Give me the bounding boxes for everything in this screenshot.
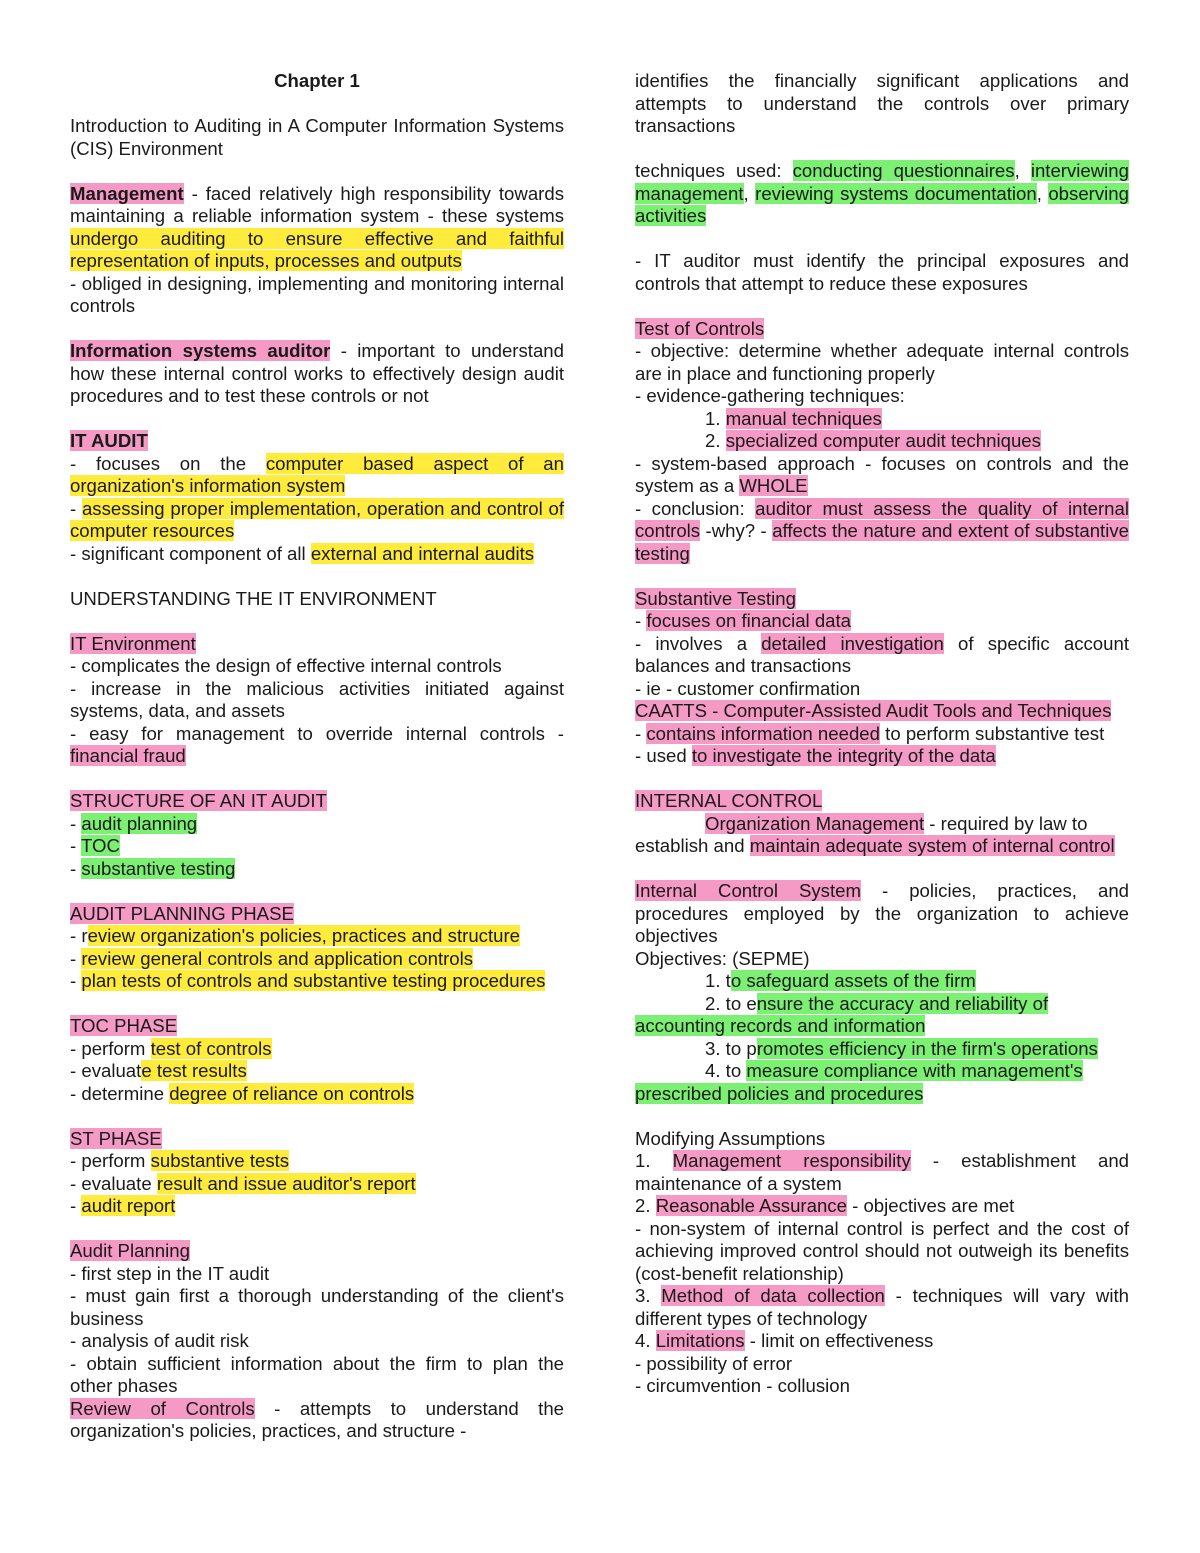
highlighted-text: measure compliance with management's (746, 1060, 1083, 1081)
text-line (635, 1353, 1129, 1376)
highlighted-text: Reasonable Assurance (655, 1195, 847, 1216)
text-run: - must gain first a thorough understanding of the client's business (70, 1285, 564, 1329)
highlighted-text: Substantive Testing (635, 587, 796, 609)
paragraph-spacer (635, 138, 1129, 161)
text-run: - non-system of internal control is perfect and the cost of achieving improved control should not outweigh its benefits (cost-benefit relationship) (635, 1217, 1129, 1284)
text-line (635, 813, 1129, 836)
highlighted-text: computer based aspect of an organization's information system (70, 452, 564, 496)
highlighted-text: plan tests of controls and substantive testing procedures (81, 970, 546, 991)
highlighted-text: TOC (81, 835, 120, 856)
text-run: - significant component of all (70, 542, 311, 564)
highlighted-text: result and issue auditor's report (156, 1172, 416, 1194)
text-run: - objective: determine whether adequate internal controls are in place and functioning properly (635, 340, 1129, 384)
text-run: UNDERSTANDING THE IT ENVIRONMENT (70, 587, 437, 609)
paragraph-spacer (70, 160, 564, 183)
paragraph-spacer (70, 318, 564, 341)
highlighted-text: assessing proper implementation, operation and control of computer resources (70, 497, 565, 541)
text-line (635, 1195, 1129, 1218)
text-line (70, 1015, 564, 1038)
text-line (635, 700, 1129, 723)
highlighted-text: Organization Management (705, 812, 925, 834)
highlighted-text: reviewing systems documentation (755, 182, 1037, 204)
text-line (635, 1285, 1129, 1330)
text-run: 2. to e (705, 992, 757, 1014)
text-line (70, 903, 564, 926)
text-run: 2. (705, 430, 726, 451)
text-line (70, 1285, 564, 1330)
paragraph-spacer (635, 228, 1129, 251)
text-line (70, 633, 564, 656)
text-line (70, 970, 564, 993)
highlighted-text: detailed investigation (761, 632, 944, 654)
paragraph-spacer (70, 610, 564, 633)
text-run: - r (70, 925, 88, 946)
text-line (70, 925, 564, 948)
text-run: - involves a (635, 632, 762, 654)
highlighted-text: e test results (141, 1060, 247, 1081)
text-run: identifies the financially significant applications and attempts to understand the controls over primary transactions (635, 70, 1129, 136)
text-line (635, 453, 1129, 498)
highlighted-text: manual techniques (725, 407, 882, 429)
highlighted-text: INTERNAL CONTROL (635, 790, 823, 811)
text-run: 1. (635, 1150, 673, 1171)
highlighted-text: Audit Planning (70, 1240, 190, 1261)
text-line (635, 1083, 1129, 1106)
highlighted-text: review general controls and application controls (81, 947, 474, 969)
highlighted-text: Management (70, 182, 184, 204)
text-line (70, 498, 564, 543)
text-run: - possibility of error (635, 1352, 793, 1374)
text-line (70, 1263, 564, 1286)
text-run: - first step in the IT audit (70, 1262, 270, 1284)
text-line (70, 723, 564, 768)
text-run: - (635, 722, 647, 744)
highlighted-text: CAATTS - Computer-Assisted Audit Tools and Techniques (635, 700, 1112, 721)
text-line (635, 610, 1129, 633)
highlighted-text: specialized computer audit techniques (725, 430, 1041, 451)
text-line (70, 588, 564, 611)
text-run: - evidence-gathering techniques: (635, 385, 905, 406)
text-line (70, 1398, 564, 1443)
highlighted-text: maintain adequate system of internal control (749, 835, 1115, 856)
text-line (635, 1150, 1129, 1195)
paragraph-spacer (70, 768, 564, 791)
text-line (635, 160, 1129, 228)
text-run: - increase in the malicious activities initiated against systems, data, and assets (70, 677, 564, 721)
text-line (70, 543, 564, 566)
highlighted-text: conducting questionnaires (792, 160, 1015, 181)
text-run: - important to understand how these internal control works to effectively design audit procedures and to test these controls or not (70, 340, 564, 406)
paragraph-spacer (70, 880, 564, 903)
paragraph-spacer (70, 93, 564, 116)
right-column (635, 70, 1129, 1398)
highlighted-text: audit planning (81, 812, 198, 834)
text-line (70, 183, 564, 273)
text-line (70, 115, 564, 160)
paragraph-spacer (70, 993, 564, 1016)
highlighted-text: Test of Controls (635, 317, 765, 339)
text-line (70, 1195, 564, 1218)
text-run: Chapter 1 (274, 70, 360, 91)
text-line (635, 250, 1129, 295)
text-run: of specific account balances and transactions (635, 632, 1129, 676)
highlighted-text: Management responsibility (672, 1150, 911, 1171)
text-run: - (635, 610, 647, 631)
highlighted-text: contains information needed (646, 722, 880, 744)
text-run: - complicates the design of effective internal controls (70, 655, 502, 676)
text-line (635, 1015, 1129, 1038)
text-line (70, 835, 564, 858)
text-line (635, 723, 1129, 746)
paragraph-spacer (635, 565, 1129, 588)
paragraph-spacer (70, 565, 564, 588)
highlighted-text: nsure the accuracy and reliability of (756, 992, 1049, 1014)
text-run: , (1036, 182, 1049, 204)
text-run: - objectives are met (846, 1195, 1015, 1216)
text-run: - perform (70, 1037, 151, 1059)
text-run: - faced relatively high responsibility towards maintaining a reliable information system - these systems (70, 182, 564, 226)
text-line (70, 790, 564, 813)
highlighted-text: to investigate the integrity of the data (691, 745, 996, 766)
text-run: - system-based approach - focuses on controls and the system as a (635, 452, 1129, 496)
text-line (635, 588, 1129, 611)
text-run: Modifying Assumptions (635, 1127, 826, 1149)
text-run: - (70, 857, 82, 879)
text-run: , (743, 182, 756, 204)
text-line (635, 498, 1129, 566)
text-run: - evaluate (70, 1172, 157, 1194)
text-run: - conclusion: (635, 497, 756, 519)
highlighted-text: accounting records and information (635, 1015, 926, 1036)
highlighted-text: undergo auditing to ensure effective and faithful representation of inputs, processes and outputs (70, 227, 564, 271)
highlighted-text: TOC PHASE (70, 1015, 178, 1036)
text-run: - (70, 947, 82, 969)
highlighted-text: auditor must assess the quality of internal controls (635, 497, 1129, 541)
text-line (70, 1060, 564, 1083)
highlighted-text: STRUCTURE OF AN IT AUDIT (70, 790, 327, 811)
highlighted-text: interviewing management (635, 160, 1129, 204)
text-line (635, 970, 1129, 993)
text-line (70, 1240, 564, 1263)
text-line (635, 1330, 1129, 1353)
text-run: - obliged in designing, implementing and monitoring internal controls (70, 272, 564, 316)
text-run: to perform substantive test (879, 722, 1105, 744)
text-line (635, 678, 1129, 701)
paragraph-spacer (70, 1218, 564, 1241)
highlighted-text: financial fraud (70, 745, 186, 766)
text-line (635, 70, 1129, 138)
text-run: -why? - (700, 520, 773, 541)
text-line (635, 340, 1129, 385)
highlighted-text: IT Environment (70, 632, 196, 654)
highlighted-text: observing activities (635, 182, 1129, 226)
text-line (635, 993, 1129, 1016)
highlighted-text: WHOLE (739, 475, 808, 496)
text-run: Introduction to Auditing in A Computer Information Systems (CIS) Environment (70, 115, 564, 159)
text-line (70, 1038, 564, 1061)
text-run: - used (635, 745, 692, 766)
text-line (635, 1218, 1129, 1286)
text-line (635, 430, 1129, 453)
text-line (70, 430, 564, 453)
text-run: - perform (70, 1150, 151, 1171)
highlighted-text: affects the nature and extent of substantive testing (635, 520, 1129, 564)
text-line (635, 880, 1129, 948)
text-line (70, 340, 564, 408)
text-line (70, 1083, 564, 1106)
highlighted-text: o safeguard assets of the firm (730, 970, 976, 991)
highlighted-text: substantive testing (81, 857, 236, 879)
paragraph-spacer (635, 1105, 1129, 1128)
text-run: - (70, 835, 82, 856)
paragraph-spacer (635, 858, 1129, 881)
text-run: - policies, practices, and procedures employed by the organization to achieve objectives (635, 880, 1130, 946)
highlighted-text: Information systems auditor (70, 340, 331, 361)
text-line (635, 1060, 1129, 1083)
highlighted-text: eview organization's policies, practices and structure (87, 925, 521, 946)
text-run: - (70, 812, 82, 834)
text-line (635, 408, 1129, 431)
text-run: - ie - customer confirmation (635, 677, 861, 699)
text-run: - (70, 1195, 82, 1216)
highlighted-text: Limitations (655, 1330, 745, 1351)
text-run: establish and (635, 835, 750, 856)
text-run: - attempts to understand the organization's policies, practices, and structure - (70, 1397, 564, 1441)
text-line (70, 948, 564, 971)
text-run: - easy for management to override internal controls - (70, 722, 564, 744)
highlighted-text: IT AUDIT (70, 430, 148, 451)
text-line (635, 318, 1129, 341)
paragraph-spacer (70, 408, 564, 431)
paragraph-spacer (635, 295, 1129, 318)
text-line (70, 453, 564, 498)
text-run: , (1014, 160, 1031, 181)
text-line (635, 633, 1129, 678)
text-run: 4. (635, 1330, 656, 1351)
text-run: - limit on effectiveness (744, 1330, 934, 1351)
text-line (70, 1173, 564, 1196)
text-run: - evaluat (70, 1060, 142, 1081)
text-run: - establishment and maintenance of a system (635, 1150, 1129, 1194)
text-run: - obtain sufficient information about the firm to plan the other phases (70, 1352, 564, 1396)
highlighted-text: focuses on financial data (646, 610, 852, 631)
highlighted-text: Method of data collection (661, 1285, 885, 1306)
highlighted-text: Internal Control System (635, 880, 861, 901)
chapter-title (70, 70, 564, 93)
text-run: 1. (705, 407, 726, 429)
text-line (70, 1150, 564, 1173)
highlighted-text: romotes efficiency in the firm's operations (756, 1037, 1098, 1059)
text-run: - focuses on the (70, 452, 266, 474)
text-run: 3. to p (705, 1037, 757, 1059)
text-run: 3. (635, 1285, 662, 1306)
text-run: - determine (70, 1082, 170, 1104)
text-line (70, 273, 564, 318)
text-line (635, 745, 1129, 768)
text-run: - IT auditor must identify the principal exposures and controls that attempt to reduce these exposures (635, 250, 1129, 294)
text-run: Objectives: (SEPME) (635, 947, 810, 969)
highlighted-text: substantive tests (150, 1150, 290, 1171)
text-run: - (70, 497, 82, 519)
highlighted-text: audit report (81, 1195, 176, 1216)
highlighted-text: AUDIT PLANNING PHASE (70, 902, 294, 924)
paragraph-spacer (70, 1105, 564, 1128)
highlighted-text: Review of Controls (70, 1397, 255, 1419)
text-run: 4. to (705, 1060, 747, 1081)
left-column (70, 70, 564, 1443)
highlighted-text: test of controls (150, 1037, 272, 1059)
highlighted-text: degree of reliance on controls (169, 1082, 415, 1104)
text-run: - circumvention - collusion (635, 1375, 850, 1396)
highlighted-text: external and internal audits (310, 542, 535, 564)
text-run: techniques used: (635, 160, 793, 181)
text-line (70, 655, 564, 678)
text-run: - analysis of audit risk (70, 1330, 249, 1351)
text-line (70, 858, 564, 881)
text-line (70, 678, 564, 723)
text-line (70, 1128, 564, 1151)
text-run: 2. (635, 1195, 656, 1216)
text-line (70, 813, 564, 836)
text-run: - (70, 970, 82, 991)
highlighted-text: prescribed policies and procedures (635, 1082, 924, 1104)
text-run: - required by law to (924, 812, 1088, 834)
text-line (70, 1330, 564, 1353)
text-line (635, 948, 1129, 971)
text-line (635, 835, 1129, 858)
text-line (635, 1038, 1129, 1061)
paragraph-spacer (635, 768, 1129, 791)
text-run: - techniques will vary with different types of technology (635, 1285, 1129, 1329)
text-line (70, 1353, 564, 1398)
text-line (635, 1128, 1129, 1151)
text-line (635, 1375, 1129, 1398)
text-line (635, 790, 1129, 813)
text-run: 1. t (705, 970, 731, 991)
text-line (635, 385, 1129, 408)
highlighted-text: ST PHASE (70, 1127, 162, 1149)
